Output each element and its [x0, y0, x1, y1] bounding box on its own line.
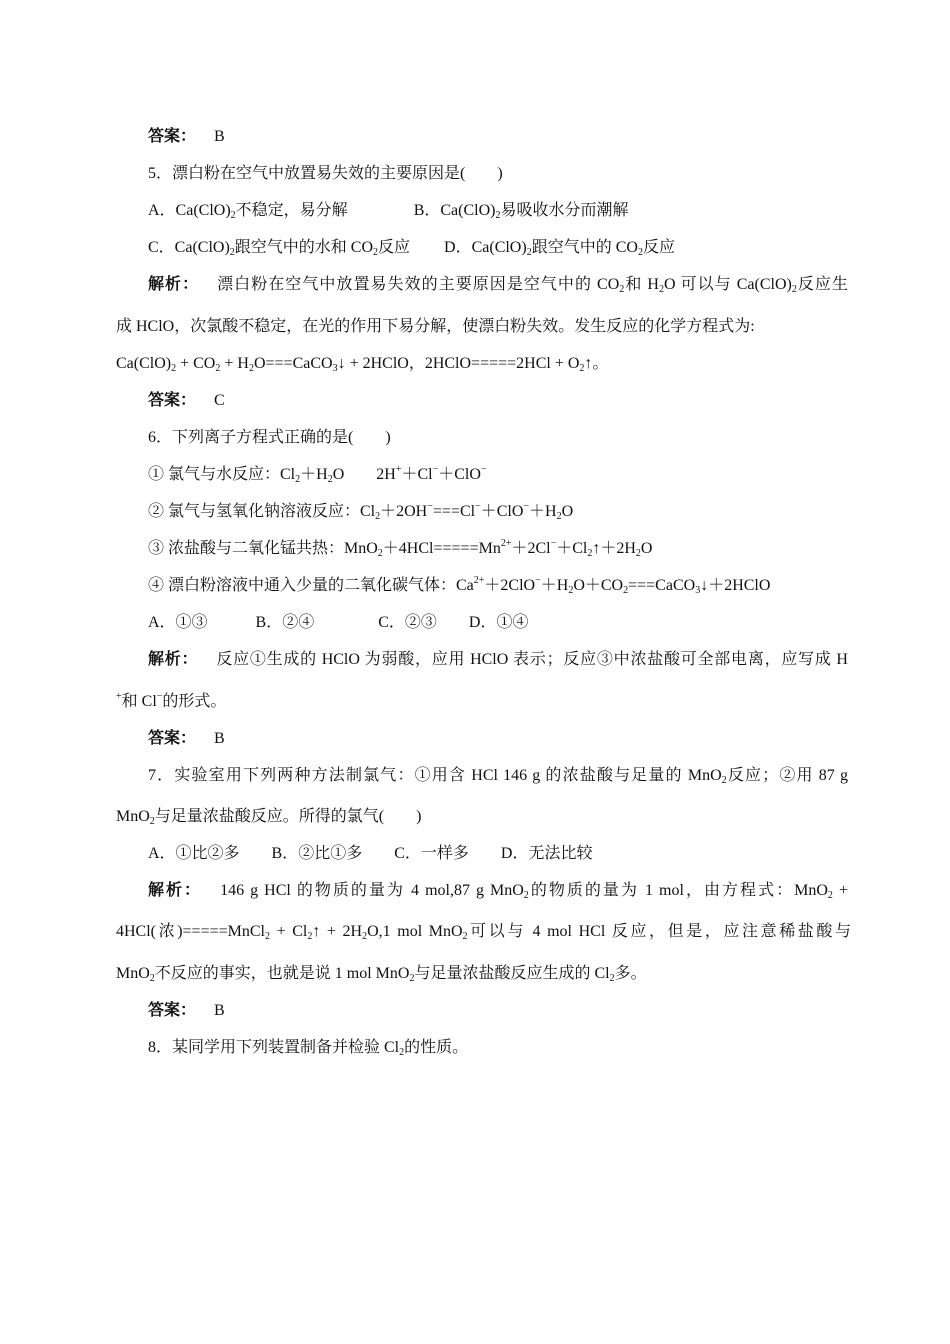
q6-item-1: ① 氯气与水反应：$Cl_2+H_2O$ 2H+＋Cl−＋ClO−	[148, 464, 487, 485]
q7-analysis-line2: 4HCl(浓)=====MnCl$_2$ + $Cl_2↑ + 2H_2O,1$ mol MnO$_2$可以与 4 mol HCl 反应，但是，应注意稀盐酸与	[116, 923, 852, 942]
answer-label: 答案：	[148, 730, 197, 747]
q5-option-b: B．$Ca(ClO)_2$易吸收水分而潮解	[413, 202, 629, 221]
analysis-label: 解析：	[148, 882, 203, 899]
q5-options-cd	[148, 237, 848, 259]
answer-label: 答案：	[148, 128, 197, 145]
q5-analysis-line1: 解析： 漂白粉在空气中放置易失效的主要原因是空气中的 $CO_2$和 $H_2O$ 可以与 $Ca(ClO)_2$反应生	[148, 276, 848, 295]
answer-label: 答案：	[148, 392, 197, 409]
q7-options: A．①比②多 B．②比①多 C．一样多 D．无法比较	[148, 845, 593, 862]
q5-answer: C	[214, 392, 225, 409]
q6-item-4: ④ 漂白粉溶液中通入少量的二氧化碳气体：$Ca^{2+}+2ClO^-+H_2O+CO_2===CaCO_3↓+2HClO$	[148, 575, 771, 596]
q6-options: A．①③ B．②④ C．②③ D．①④	[148, 614, 529, 631]
q5-answer-line	[148, 390, 848, 412]
q4-answer: B	[214, 128, 225, 145]
q7-stem-line2: MnO$_2$与足量浓盐酸反应。所得的氯气( )	[116, 808, 422, 827]
q5-equation: $Ca(ClO)_2 + CO_2$ + $H_2O===CaCO_3↓$ + 2HClO，2HClO=====2HCl + $O_2↑$。	[116, 355, 609, 374]
q6-answer-line	[148, 728, 848, 750]
q6-analysis-line2: +和 Cl−的形式。	[116, 691, 227, 710]
answer-label: 答案：	[148, 1002, 197, 1019]
q7-answer: B	[214, 1002, 225, 1019]
q4-answer-line	[148, 126, 848, 148]
q6-item-3: ③ 浓盐酸与二氧化锰共热：$MnO_2+4HCl=====Mn^{2+}+2Cl^-+Cl_2↑+2H_2O$	[148, 538, 653, 559]
q8-stem: 8．某同学用下列装置制备并检验 $Cl_2$的性质。	[148, 1039, 469, 1058]
q5-stem: 5．漂白粉在空气中放置易失效的主要原因是( )	[148, 165, 503, 182]
q6-analysis-line1: 解析： 反应①生成的 HClO 为弱酸，应用 HClO 表示；反应③中浓盐酸可全部电离，应写成 H	[148, 651, 848, 668]
q5-options-ab	[148, 200, 848, 222]
q5-option-a: A．$Ca(ClO)_2$不稳定，易分解	[148, 202, 348, 221]
analysis-label: 解析：	[148, 276, 200, 293]
q6-item-2: ② 氯气与氢氧化钠溶液反应：$Cl_2+2OH^-===Cl^-+ClO^-+H_2O$	[148, 501, 574, 522]
q6-stem: 6．下列离子方程式正确的是( )	[148, 429, 391, 446]
analysis-label: 解析：	[148, 651, 199, 668]
q7-analysis-line1: 解析： 146 g HCl 的物质的量为 4 mol,87 g MnO$_2$的物质的量为 1 mol，由方程式：MnO$_2$ +	[148, 882, 848, 901]
q7-analysis-line3: MnO$_2$不反应的事实，也就是说 1 mol MnO$_2$与足量浓盐酸反应生成的 $Cl_2$多。	[116, 965, 647, 984]
q5-analysis-line2: 成 HClO，次氯酸不稳定，在光的作用下易分解，使漂白粉失效。发生反应的化学方程式为:	[116, 318, 755, 335]
q5-option-c: C．$Ca(ClO)_2$跟空气中的水和 $CO_2$反应	[148, 239, 411, 258]
q7-answer-line	[148, 1000, 848, 1022]
q7-stem-line1: 7．实验室用下列两种方法制氯气：①用含 HCl 146 g 的浓盐酸与足量的 MnO$_2$反应；②用 87 g	[148, 767, 848, 786]
q6-answer: B	[214, 730, 225, 747]
q5-option-d: D．$Ca(ClO)_2$跟空气中的 $CO_2$反应	[444, 239, 675, 258]
